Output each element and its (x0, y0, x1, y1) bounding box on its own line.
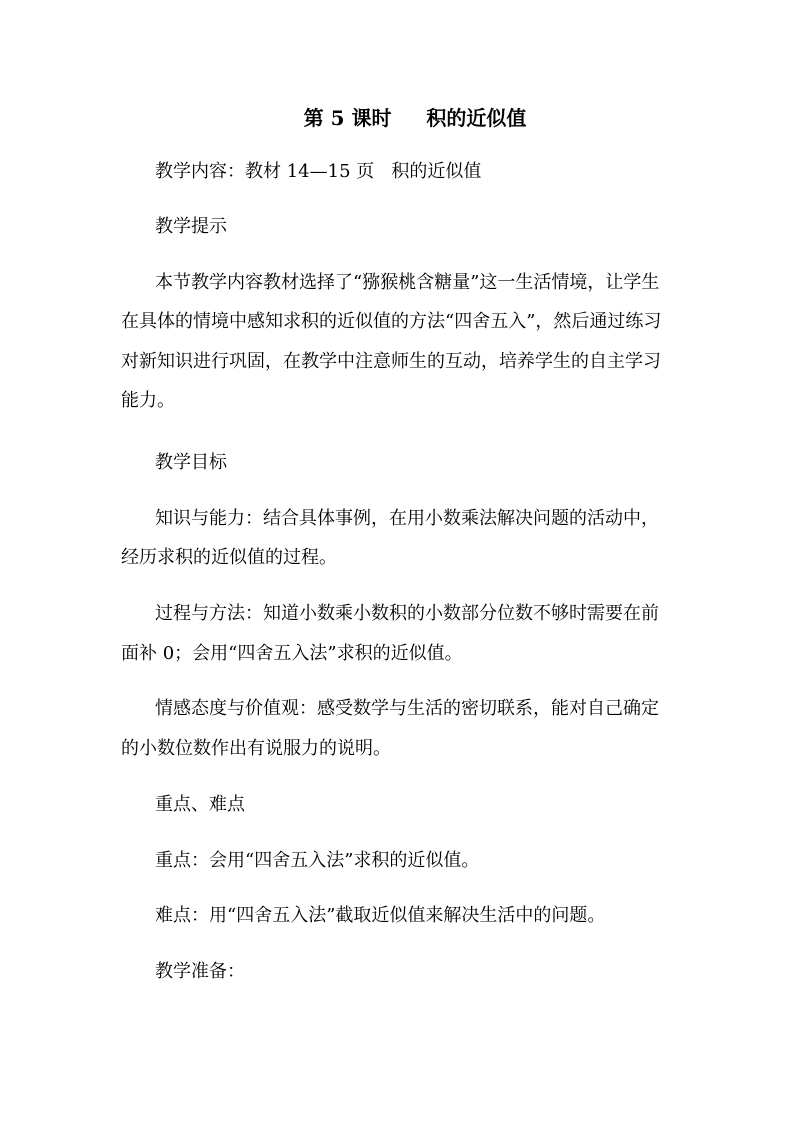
difficulty-line: 难点：用“四舍五入法”截取近似值来解决生活中的问题。 (155, 905, 606, 926)
paragraph-line: 本节教学内容教材选择了“猕猴桃含糖量”这一生活情境，让学生 (155, 272, 660, 293)
paragraph-line: 的小数位数作出有说服力的说明。 (121, 738, 391, 759)
paragraph-line: 面补 0；会用“四舍五入法”求积的近似值。 (121, 643, 463, 664)
lesson-title: 第 5 课时 积的近似值 (303, 106, 527, 130)
key-point-line: 重点：会用“四舍五入法”求积的近似值。 (155, 850, 480, 871)
paragraph-line: 知识与能力：结合具体事例，在用小数乘法解决问题的活动中， (155, 508, 659, 529)
section-heading-teaching-goals: 教学目标 (155, 452, 227, 473)
section-heading-teaching-tips: 教学提示 (155, 216, 227, 237)
paragraph-line: 对新知识进行巩固，在教学中注意师生的互动，培养学生的自主学习 (121, 351, 661, 372)
section-heading-key-points: 重点、难点 (155, 794, 245, 815)
section-heading-preparation: 教学准备： (155, 961, 245, 982)
paragraph-line: 能力。 (121, 390, 175, 411)
paragraph-line: 过程与方法：知道小数乘小数积的小数部分位数不够时需要在前 (155, 603, 659, 624)
paragraph-line: 在具体的情境中感知求积的近似值的方法“四舍五入”，然后通过练习 (121, 311, 662, 332)
paragraph-line: 情感态度与价值观：感受数学与生活的密切联系，能对自己确定 (155, 698, 659, 719)
teaching-content-line: 教学内容：教材 14—15 页 积的近似值 (155, 161, 482, 182)
paragraph-line: 经历求积的近似值的过程。 (121, 547, 337, 568)
